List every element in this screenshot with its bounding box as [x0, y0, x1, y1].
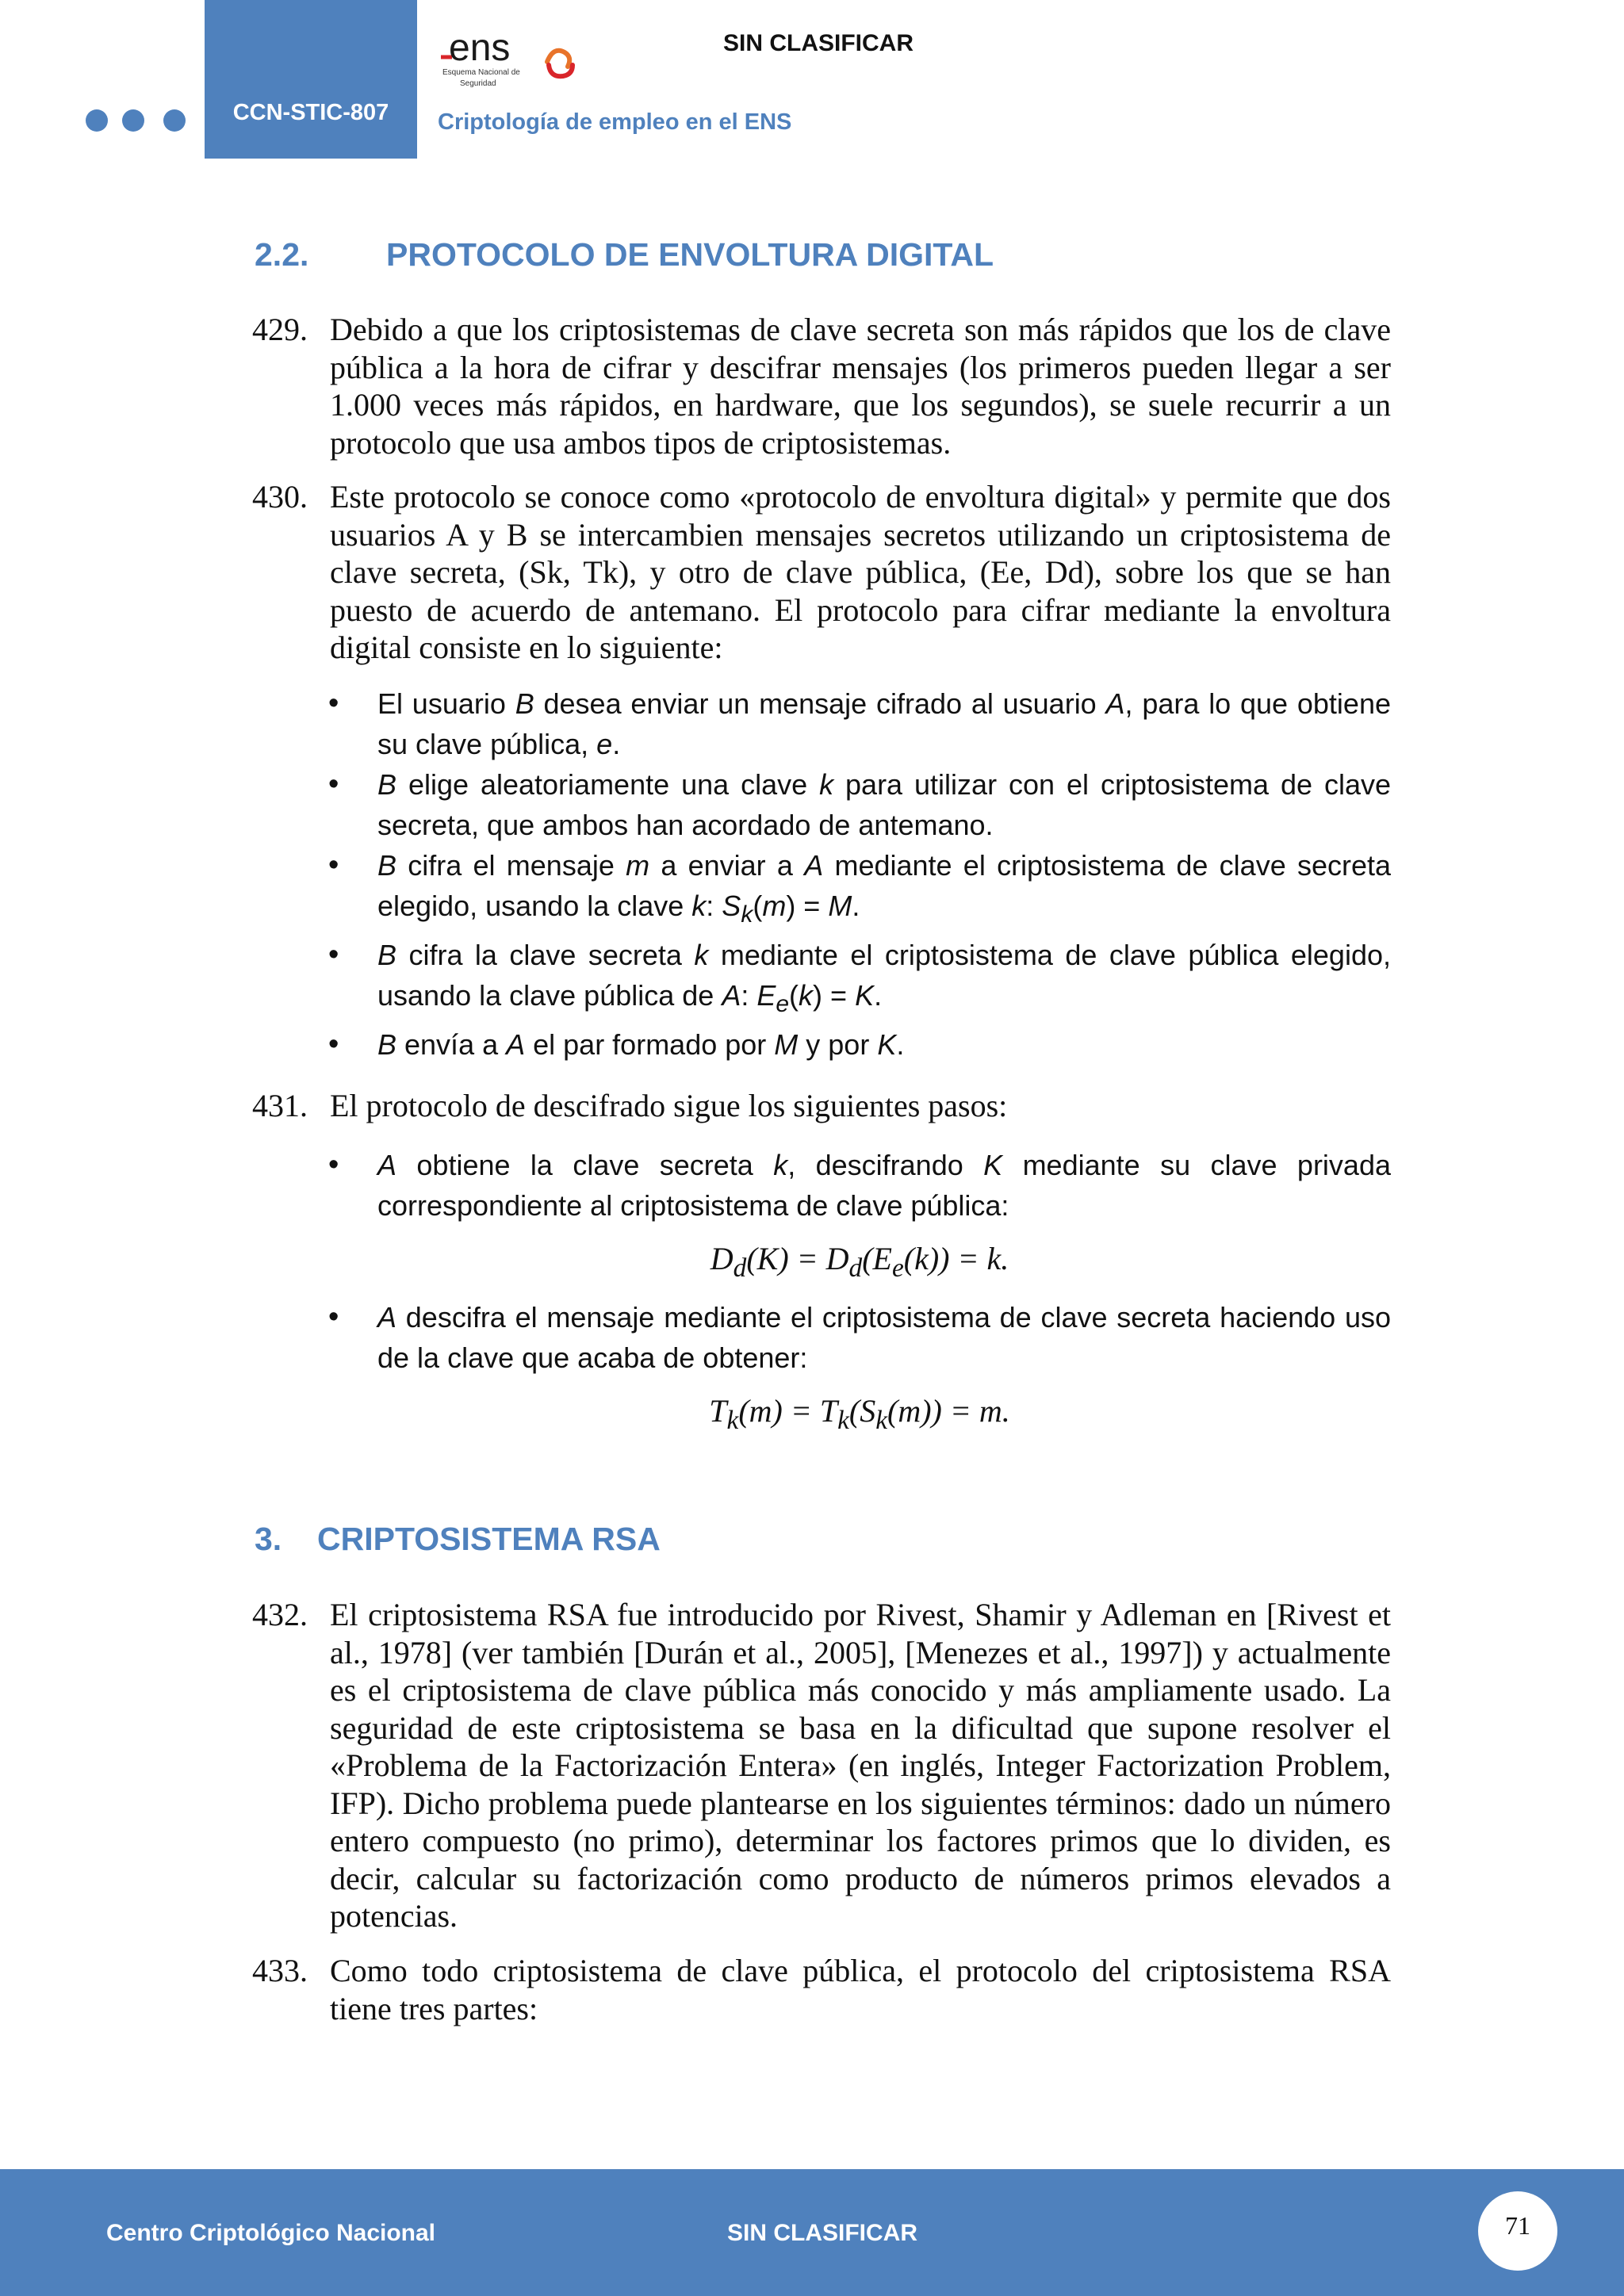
var: K [983, 1149, 1003, 1181]
var: e [596, 728, 613, 760]
var: B [515, 687, 534, 720]
text: envía a [396, 1028, 507, 1062]
paragraph-number: 429. [252, 312, 308, 347]
var: B [377, 1028, 397, 1062]
list-item [328, 845, 1391, 935]
bullet-list-decryption-2 [328, 1297, 1391, 1378]
paragraph-430 [252, 478, 1391, 667]
text: : [706, 890, 722, 922]
var: A [506, 1028, 526, 1062]
var: k [694, 939, 709, 972]
subscript: e [776, 991, 790, 1018]
doc-code: CCN-STIC-807 [232, 100, 389, 125]
text: cifra el mensaje [396, 849, 626, 882]
text: ) = [813, 979, 856, 1012]
paragraph-text: Este protocolo se conoce como «protocolo de envoltura digital» y permite que dos usuarios A y B se intercambien mensajes secretos utilizando un criptosistema de clave secreta, (Sk, Tk), y otro de clave pública, (Ee, Dd), sobre los que se han puesto de acuerdo de antemano. El protocolo para cifrar mediante la envoltura digital consiste en lo siguiente: [330, 479, 1391, 665]
page-number: 71 [1505, 2211, 1530, 2240]
var: M [774, 1028, 799, 1062]
header-dot [163, 109, 186, 132]
text: el par formado por [525, 1028, 775, 1062]
var: B [377, 849, 397, 882]
text: El usuario [377, 687, 515, 720]
subscript: k [726, 1406, 739, 1435]
text: para utilizar con el criptosistema de clave secreta, que ambos han acordado de antemano. [377, 768, 1391, 841]
text: : [741, 979, 757, 1012]
text: (S [848, 1393, 876, 1429]
paragraph-text: El protocolo de descifrado sigue los siguientes pasos: [330, 1088, 1008, 1123]
section-title: CRIPTOSISTEMA RSA [317, 1521, 661, 1557]
list-item [328, 935, 1391, 1024]
text: . [612, 728, 621, 760]
var: k [691, 890, 707, 922]
section-title: PROTOCOLO DE ENVOLTURA DIGITAL [386, 236, 994, 273]
subscript: d [848, 1253, 863, 1283]
subscript: k [875, 1406, 887, 1435]
logo-text: ens [449, 30, 511, 69]
subscript: k [837, 1406, 849, 1435]
var: K [855, 979, 875, 1012]
formula-decrypt-message [328, 1392, 1391, 1436]
var: A [377, 1149, 397, 1181]
paragraph-433 [252, 1952, 1391, 2027]
footer-classification: SIN CLASIFICAR [727, 2220, 917, 2246]
header-dot [86, 109, 108, 132]
var: k [773, 1149, 788, 1181]
list-item [328, 1297, 1391, 1378]
var: A [1105, 687, 1125, 720]
var: A [722, 979, 741, 1012]
bullet-list-decryption-1 [328, 1145, 1391, 1226]
header-doc-title: Criptología de empleo en el ENS [438, 109, 792, 135]
var: k [819, 768, 834, 801]
var: m [626, 849, 650, 882]
text: mediante el criptosistema de clave pública elegido, usando la clave pública de [377, 939, 1391, 1012]
text: . [896, 1028, 905, 1062]
text: , descifrando [787, 1149, 984, 1181]
section-number: 2.2. [255, 236, 309, 273]
var: S [722, 890, 741, 922]
text: (m)) = m. [887, 1393, 1010, 1429]
text: (K) = D [746, 1241, 849, 1276]
text: cifra la clave secreta [396, 939, 695, 972]
text: T [709, 1393, 727, 1429]
text: mediante su clave privada correspondiente al criptosistema de clave pública: [377, 1149, 1391, 1222]
subscript: e [891, 1253, 904, 1283]
var: E [756, 979, 776, 1012]
section-number: 3. [255, 1521, 282, 1557]
paragraph-432 [252, 1596, 1391, 1935]
header-classification: SIN CLASIFICAR [723, 30, 914, 56]
paragraph-429 [252, 311, 1391, 461]
footer-organization: Centro Criptológico Nacional [106, 2220, 436, 2246]
paragraph-text: El criptosistema RSA fue introducido por Rivest, Shamir y Adleman en [Rivest et al., 1978] (ver también [Durán et al., 2005], [Menezes et al., 1997]) y actualmente es el criptosistema de clave pública más conocido y más ampliamente usado. La seguridad de este criptosistema se basa en la dificultad que supone resolver el «Problema de la Factorización Entera» (en inglés, Integer Factorization Problem, IFP). Dicho problema puede plantearse en los siguientes términos: dado un número entero compuesto (no primo), determinar los factores primos que lo dividen, es decir, calcular su factorización como producto de números primos elevados a potencias. [330, 1597, 1391, 1934]
var: M [828, 890, 852, 922]
var: m [762, 890, 787, 922]
text: obtiene la clave secreta [396, 1149, 774, 1181]
bullet-list-encryption [328, 683, 1391, 1065]
text: (k)) = k. [903, 1241, 1009, 1276]
paragraph-number: 430. [252, 479, 308, 515]
text: (E [862, 1241, 892, 1276]
text: mediante el criptosistema de clave secreta elegido, usando la clave [377, 849, 1392, 922]
formula-decrypt-key [328, 1240, 1391, 1284]
doc-code-box [205, 0, 417, 159]
text: ) = [786, 890, 829, 922]
paragraph-text: Como todo criptosistema de clave pública, el protocolo del criptosistema RSA tiene tres partes: [330, 1953, 1391, 2026]
ens-logo [438, 30, 584, 94]
text: . [852, 890, 860, 922]
subscript: d [733, 1253, 747, 1283]
var: A [377, 1301, 397, 1334]
text: ( [789, 979, 799, 1012]
var: B [377, 768, 397, 801]
paragraph-text: Debido a que los criptosistemas de clave secreta son más rápidos que los de clave pública a la hora de cifrar y descifrar mensajes (los primeros pueden llegar a ser 1.000 veces más rápidos, en hardware, que los segundos), se suele recurrir a un protocolo que usa ambos tipos de criptosistemas. [330, 312, 1391, 461]
text: ( [753, 890, 763, 922]
text: (m) = T [738, 1393, 838, 1429]
text: a enviar a [649, 849, 805, 882]
paragraph-number: 433. [252, 1953, 308, 1988]
var: k [799, 979, 814, 1012]
list-item [328, 683, 1391, 764]
var: A [804, 849, 824, 882]
list-item [328, 1024, 1391, 1065]
list-item [328, 1145, 1391, 1226]
logo-subtitle: Seguridad [460, 79, 496, 88]
page-number-badge [1478, 2191, 1557, 2271]
paragraph-number: 431. [252, 1088, 308, 1123]
paragraph-number: 432. [252, 1597, 308, 1632]
text: desea enviar un mensaje cifrado al usuario [534, 687, 1106, 720]
text: elige aleatoriamente una clave [396, 768, 820, 801]
logo-subtitle: Esquema Nacional de [442, 68, 520, 77]
list-item [328, 764, 1391, 845]
header-dot [122, 109, 144, 132]
text: , para lo que obtiene su clave pública, [377, 687, 1391, 760]
text: descifra el mensaje mediante el criptosistema de clave secreta haciendo uso de la clave que acaba de obtener: [377, 1301, 1391, 1374]
text: D [710, 1241, 733, 1276]
var: K [877, 1028, 897, 1062]
subscript: k [741, 901, 753, 928]
text: y por [798, 1028, 878, 1062]
var: B [377, 939, 397, 972]
paragraph-431 [252, 1087, 1391, 1125]
text: . [874, 979, 883, 1012]
